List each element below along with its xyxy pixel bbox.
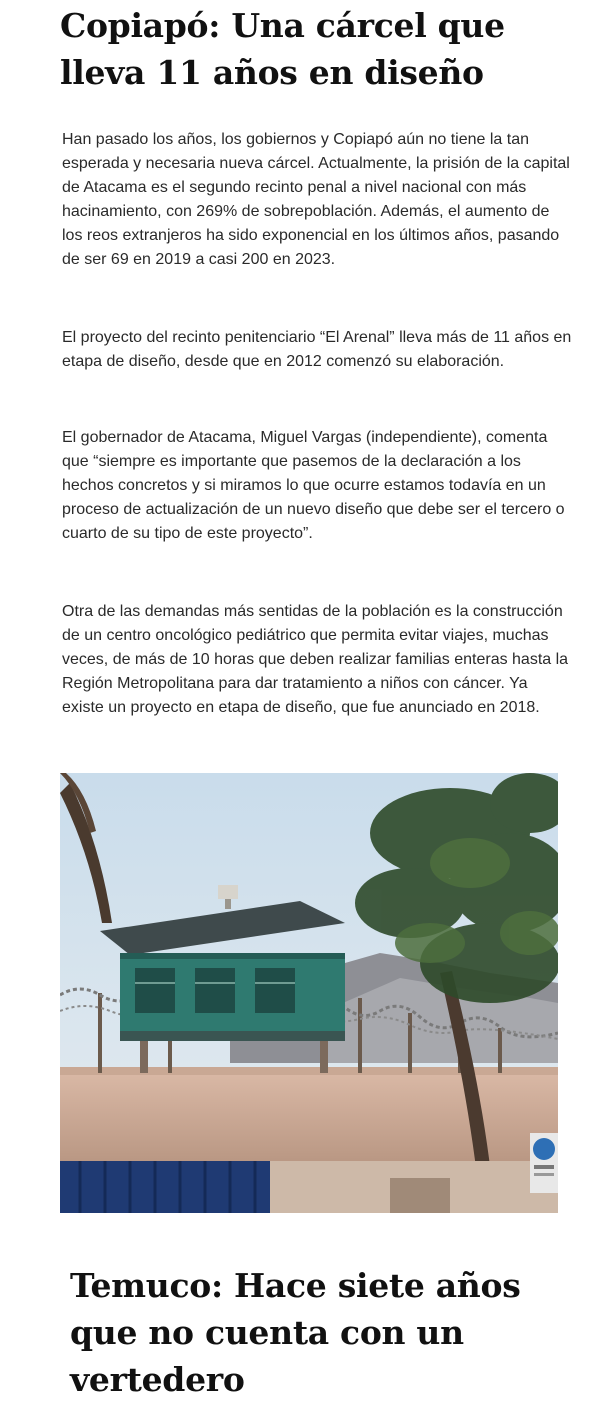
prison-watchtower-photo: [60, 773, 558, 1213]
article-headline: Copiapó: Una cárcel que lleva 11 años en diseño: [60, 6, 505, 92]
article-headline: Temuco: Hace siete años que no cuenta con un vertedero: [70, 1266, 521, 1399]
article-paragraph: Otra de las demandas más sentidas de la población es la construcción de un centro oncológico pediátrico que permita evitar viajes, muchas veces, de más de 10 horas que deben realizar familias enteras hasta la Región Metropolitana para dar tratamiento a niños con cáncer. Ya existe un proyecto en etapa de diseño, que fue anunciado en 2018.: [62, 603, 569, 716]
article-paragraph: El proyecto del recinto penitenciario “El Arenal” lleva más de 11 años en etapa de diseño, desde que en 2012 comenzó su elaboración.: [62, 329, 572, 370]
article-paragraph: El gobernador de Atacama, Miguel Vargas (independiente), comenta que “siempre es importante que pasemos de la declaración a los hechos concretos y si miramos lo que ocurre estamos todavía en un proceso de actualización de un nuevo diseño que debe ser el tercero o cuarto de su tipo de este proyecto”.: [62, 429, 565, 542]
article-paragraph: Han pasado los años, los gobiernos y Copiapó aún no tiene la tan esperada y necesaria nueva cárcel. Actualmente, la prisión de la capital de Atacama es el segundo recinto penal a nivel nacional con más hacinamiento, con 269% de sobrepoblación. Además, el aumento de los reos extranjeros ha sido exponencial en los últimos años, pasando de ser 69 en 2019 a casi 200 en 2023.: [62, 131, 570, 268]
